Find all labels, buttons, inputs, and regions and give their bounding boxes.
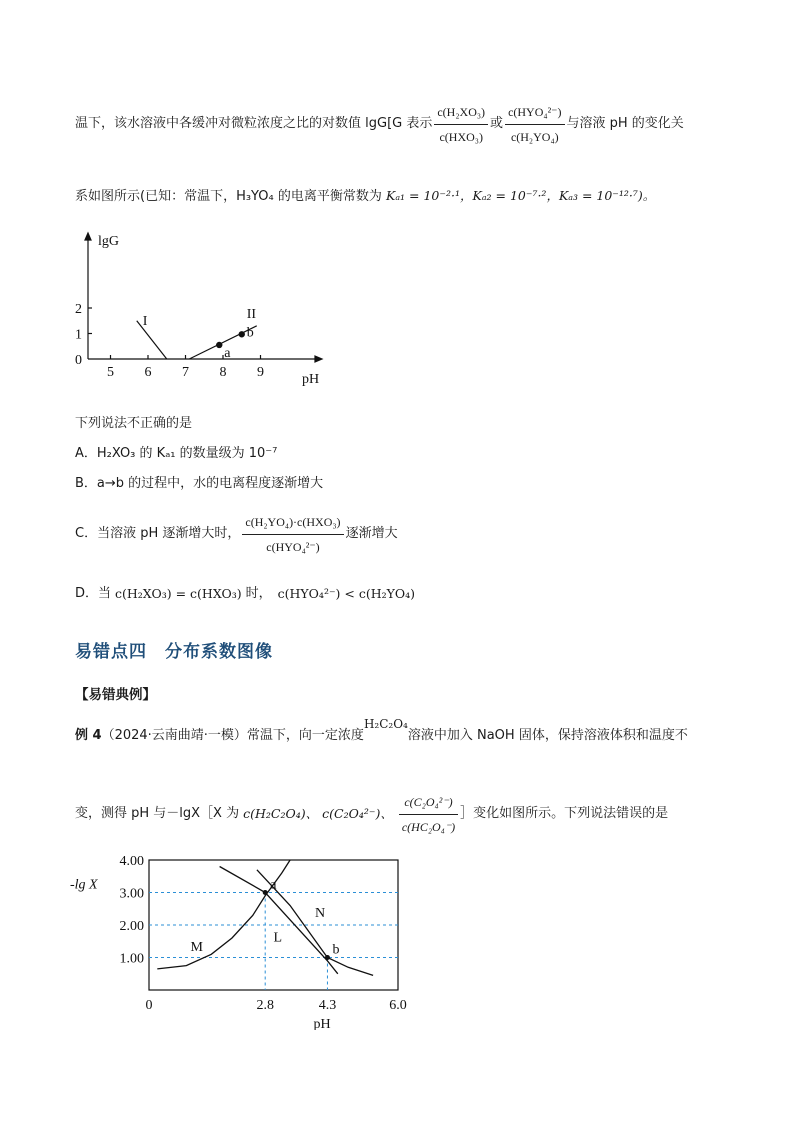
x-tick-label: 9 — [257, 365, 264, 380]
example-4-line-1 — [75, 716, 688, 756]
option-c-tail: 逐渐增大 — [345, 526, 398, 541]
example-4-line-2 — [75, 786, 668, 842]
paragraph-1 — [75, 96, 684, 152]
y-tick-label: 0 — [75, 353, 82, 368]
y-axis-label: -lg X — [70, 877, 98, 893]
example-4-tail: 溶液中加入 NaOH 固体，保持溶液体积和温度不 — [407, 728, 688, 743]
series-label-L: L — [273, 930, 283, 946]
example-tag: 【易错典例】 — [75, 687, 156, 703]
p2-lead: 系如图所示(已知：常温下，H₃YO₄ 的电离平衡常数为 — [75, 189, 382, 204]
series-label-I: I — [142, 313, 148, 329]
section-heading: 易错点四 分布系数图像 — [75, 642, 273, 662]
option-d-lead: D．当 — [75, 586, 112, 601]
oxalic-acid-formula: H₂C₂O₄ — [363, 717, 408, 731]
point-b — [239, 332, 244, 337]
option-c — [75, 506, 398, 562]
option-c-lead: C．当溶液 pH 逐渐增大时， — [75, 526, 241, 541]
ex4b-fraction: $\frac{\text{c(C₂O₄²⁻)}}{\text{c(HC₂O₄⁻)}}$ — [399, 792, 458, 837]
point-label-b: b — [246, 325, 254, 341]
option-d-mid: 时， — [245, 586, 272, 601]
x-tick-label: 8 — [219, 365, 227, 380]
x-tick-label: 4.3 — [318, 998, 337, 1013]
series-line-M — [157, 860, 290, 969]
fraction-h2xo3-hxo3: $\frac{\text{c(H₂XO₃)}}{\text{c(HXO₃)}}$ — [434, 102, 488, 147]
ex4b-tail: ］变化如图所示。下列说法错误的是 — [460, 806, 669, 821]
y-axis-arrow — [85, 233, 91, 240]
x-tick-label: 6.0 — [389, 998, 407, 1013]
series-line-I — [137, 321, 167, 359]
option-d-result: c(HYO₄²⁻) < c(H₂YO₄) — [277, 586, 416, 601]
point-label-b: b — [332, 942, 340, 958]
ex4b-x2: c(C₂O₄²⁻)、 — [322, 806, 393, 821]
ex4b-x1: c(H₂C₂O₄)、 — [243, 806, 319, 821]
x-tick-label: 7 — [182, 365, 189, 380]
example-4-label: 例 4 — [75, 728, 102, 743]
option-d — [75, 580, 415, 608]
point-a — [263, 890, 268, 895]
y-tick-label: 2 — [75, 302, 82, 317]
x-axis-label: pH — [313, 1017, 331, 1030]
x-axis-arrow — [315, 356, 322, 362]
option-b: B．a→b 的过程中，水的电离程度逐渐增大 — [75, 476, 324, 491]
series-label-N: N — [315, 905, 326, 921]
option-a: A．H₂XO₃ 的 Kₐ₁ 的数量级为 10⁻⁷ — [75, 446, 278, 461]
point-a — [217, 342, 222, 347]
p1-tail: 与溶液 pH 的变化关 — [566, 116, 684, 131]
x-axis-label: pH — [302, 372, 320, 387]
point-label-a: a — [270, 877, 277, 893]
ka-values: Kₐ₁ = 10⁻²·¹，Kₐ₂ = 10⁻⁷·²，Kₐ₃ = 10⁻¹²·⁷)。 — [386, 188, 656, 203]
question-text: 下列说法不正确的是 — [75, 416, 193, 431]
x-tick-label: 6 — [144, 365, 152, 380]
x-tick-label: 0 — [145, 998, 153, 1013]
option-c-fraction: $\frac{\text{c(H₂YO₄)·c(HXO₃)}}{\text{c(HYO₄²⁻)}}$ — [242, 512, 343, 557]
y-tick-label: 1.00 — [119, 951, 144, 967]
point-b — [325, 955, 330, 960]
option-d-condition: c(H₂XO₃) = c(HXO₃) — [115, 586, 242, 601]
y-tick-label: 1 — [75, 327, 82, 343]
fraction-hyo4-h2yo4: $\frac{\text{c(HYO₄²⁻)}}{\text{c(H₂YO₄)}}$ — [505, 102, 564, 147]
y-axis-label: lgG — [98, 234, 119, 249]
series-label-II: II — [246, 306, 257, 322]
p1-lead: 温下，该水溶液中各缓冲对微粒浓度之比的对数值 lgG[G 表示 — [75, 116, 433, 131]
y-tick-label: 3.00 — [119, 886, 144, 902]
p1-or: 或 — [490, 116, 504, 131]
x-tick-label: 5 — [107, 365, 114, 380]
y-tick-label: 2.00 — [119, 919, 144, 934]
paragraph-2 — [75, 186, 655, 207]
series-label-M: M — [190, 940, 203, 955]
neg-lgx-ph-chart — [70, 850, 430, 1030]
ex4b-lead: 变，测得 pH 与－lgX［X 为 — [75, 806, 240, 821]
x-tick-label: 2.8 — [256, 998, 274, 1013]
point-label-a: a — [224, 345, 231, 361]
y-tick-label: 4.00 — [119, 854, 144, 869]
lgG-ph-chart — [70, 230, 340, 390]
example-4-source: （2024·云南曲靖·一模）常温下，向一定浓度 — [101, 728, 364, 743]
